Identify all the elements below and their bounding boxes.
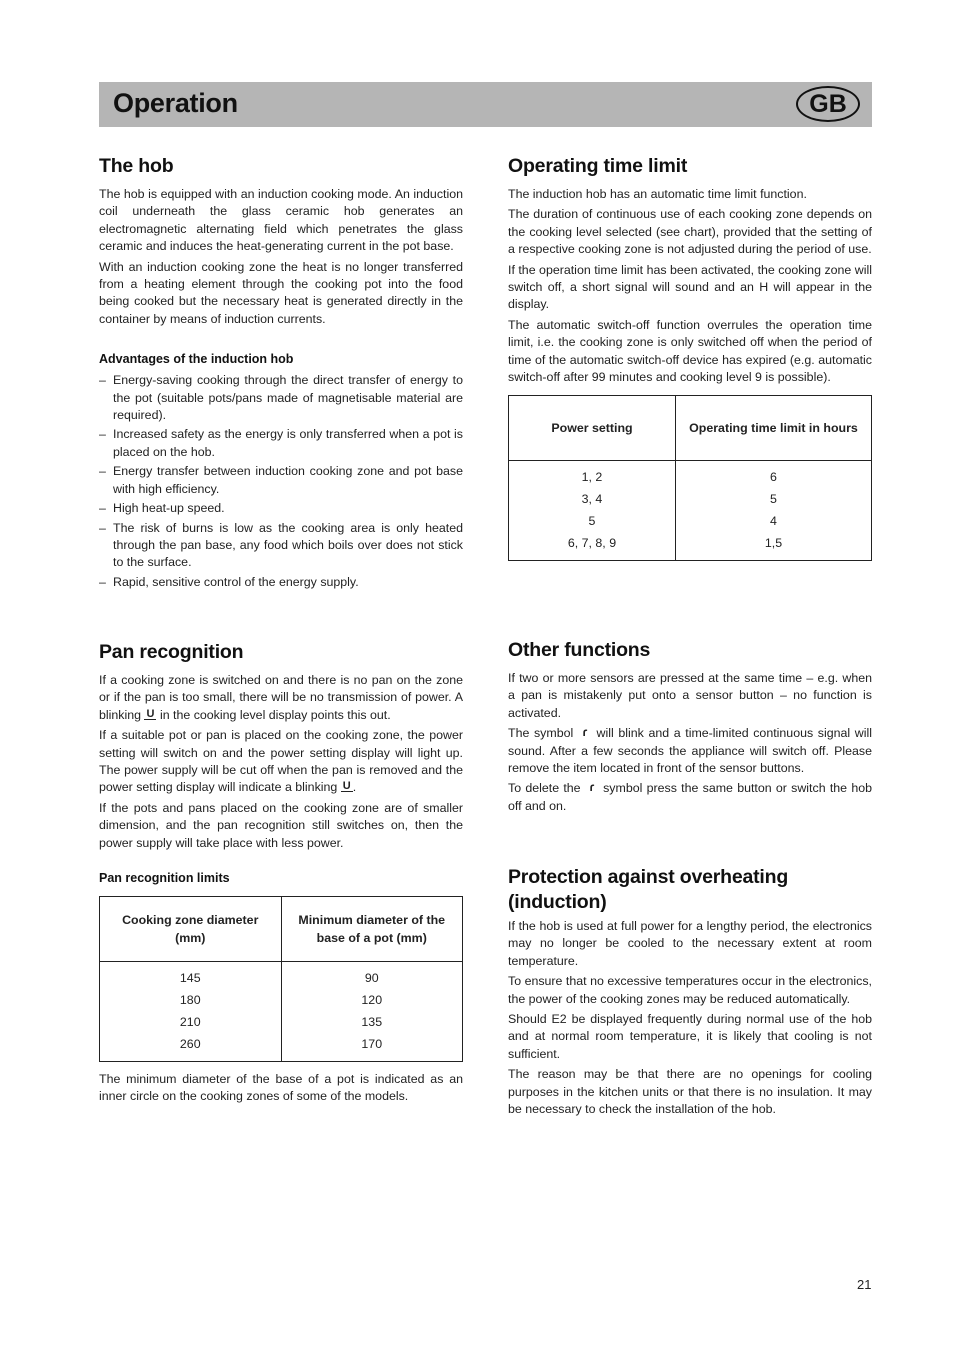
list-item: – High heat-up speed. bbox=[99, 501, 225, 516]
overheating-paragraph-1: If the hob is used at full power for a lengthy period, the electronics may no longer be cooled to the necessary extent at room temperature. bbox=[508, 919, 872, 968]
table-cell: 210 bbox=[179, 1015, 201, 1030]
lock-symbol-icon: ɾ bbox=[589, 780, 595, 795]
other-paragraph-3: To delete the ɾ symbol press the same button or switch the hob off and on. bbox=[508, 780, 872, 813]
other-paragraph-1: If two or more sensors are pressed at the same time – e.g. when a pan is mistakenly put onto a sensor button – no function is activated. bbox=[508, 671, 872, 720]
list-item: – The risk of burns is low as the cooking area is only heated through the pan base, any food which boils over does not stick to the surface. bbox=[99, 520, 463, 570]
table-cell: 5 bbox=[588, 514, 596, 529]
advantages-list bbox=[99, 372, 463, 591]
language-badge: GB bbox=[796, 86, 860, 122]
list-item: – Rapid, sensitive control of the energy supply. bbox=[99, 574, 359, 589]
overheating-paragraph-2: To ensure that no excessive temperatures occur in the electronics, the power of the cooking zones may be reduced automatically. bbox=[508, 974, 872, 1006]
pan-limits-heading: Pan recognition limits bbox=[99, 871, 230, 886]
otl-paragraph-4: The automatic switch-off function overrules the operation time limit, i.e. the cooking zone is only switched off when the period of time of the automatic switch-off device has expired (e.g. automatic switch-off after 99 minutes and cooking level 9 is possible). bbox=[508, 317, 872, 385]
pan-recognition-heading: Pan recognition bbox=[99, 641, 244, 663]
table-header: Cooking zone diameter (mm) bbox=[100, 897, 282, 962]
list-item: – Increased safety as the energy is only transferred when a pot is placed on the hob. bbox=[99, 427, 463, 459]
table-cell: 170 bbox=[361, 1037, 383, 1052]
operating-time-heading: Operating time limit bbox=[508, 155, 688, 177]
table-cell: 1,5 bbox=[764, 536, 783, 551]
section-other-functions bbox=[508, 638, 872, 818]
operating-time-table bbox=[508, 395, 872, 561]
table-row bbox=[509, 461, 872, 561]
list-item: – Energy transfer between induction cooking zone and pot base with high efficiency. bbox=[99, 464, 463, 496]
overheating-paragraph-3: Should E2 be displayed frequently during normal use of the hob and at normal room temperature, it is likely that cooling is not sufficient. bbox=[508, 1012, 872, 1061]
table-cell: 3, 4 bbox=[581, 492, 603, 507]
table-cell: 90 bbox=[364, 971, 379, 986]
otl-paragraph-1: The induction hob has an automatic time limit function. bbox=[508, 187, 807, 201]
table-cell: 4 bbox=[770, 514, 777, 529]
table-cell: 120 bbox=[361, 993, 383, 1008]
page-title: Operation bbox=[113, 88, 238, 118]
pan-paragraph-2: If a suitable pot or pan is placed on the cooking zone, the power setting will switch on and the power setting display will light up. The power supply will be cut off when the pan is removed and the power setting display will indicate a blinking U . bbox=[99, 728, 463, 795]
table-cell: 180 bbox=[179, 993, 201, 1008]
page-number: 21 bbox=[857, 1277, 872, 1292]
table-cell: 1, 2 bbox=[581, 470, 603, 485]
advantages-heading: Advantages of the induction hob bbox=[99, 352, 294, 367]
other-paragraph-2: The symbol ɾ will blink and a time-limited continuous signal will sound. After a few seconds the appliance will switch off. Please remove the item located in front of the sensor buttons. bbox=[508, 725, 872, 776]
overheating-paragraph-4: The reason may be that there are no openings for cooling purposes in the kitchen units or that there is no insulation. It may be necessary to check the installation of the hob. bbox=[508, 1067, 872, 1117]
pan-symbol-icon: U bbox=[144, 710, 156, 720]
table-cell: 6, 7, 8, 9 bbox=[567, 536, 617, 551]
section-operating-time-limit bbox=[508, 154, 872, 561]
table-header: Minimum diameter of the base of a pot (mm) bbox=[281, 897, 463, 962]
otl-paragraph-2: The duration of continuous use of each cooking zone depends on the cooking level selected (see chart), provided that the setting of a respective cooking zone is not adjusted during the period of use. bbox=[508, 207, 872, 257]
table-cell: 135 bbox=[361, 1015, 383, 1030]
table-row bbox=[100, 962, 463, 1062]
section-overheating bbox=[508, 865, 872, 1121]
otl-paragraph-3: If the operation time limit has been activated, the cooking zone will switch off, a short signal will sound and an H will appear in the display. bbox=[508, 262, 872, 312]
table-header: Power setting bbox=[509, 396, 676, 461]
table-cell: 260 bbox=[179, 1037, 201, 1052]
table-header: Operating time limit in hours bbox=[675, 396, 871, 461]
section-header-bar bbox=[99, 82, 872, 127]
pan-paragraph-1: If a cooking zone is switched on and there is no pan on the zone or if the pan is too small, there will be no transmission of power. A blinking U in the cooking level display points this out. bbox=[99, 673, 463, 722]
section-the-hob bbox=[99, 154, 463, 593]
table-cell: 5 bbox=[770, 492, 777, 507]
lock-symbol-icon: ɾ bbox=[582, 725, 588, 740]
hob-paragraph-2: With an induction cooking zone the heat is no longer transferred from a heating element through the cooking pot into the food being cooked but the necessary heat is generated directly in the container by means of induction currents. bbox=[99, 259, 463, 326]
pan-limits-table bbox=[99, 896, 463, 1062]
hob-paragraph-1: The hob is equipped with an induction cooking mode. An induction coil underneath the glass ceramic hob generates an electromagnetic alternating field which penetrates the glass ceramic and induces the heat-generating current in the pot base. bbox=[99, 187, 463, 254]
list-item: – Energy-saving cooking through the direct transfer of energy to the pot (suitable pots/pans made of magnetisable material are required). bbox=[99, 373, 463, 423]
overheating-heading: Protection against overheating (induction) bbox=[508, 866, 789, 913]
section-pan-recognition bbox=[99, 640, 463, 1109]
table-cell: 145 bbox=[179, 971, 201, 986]
pan-symbol-icon: U bbox=[341, 782, 353, 792]
pan-paragraph-3: If the pots and pans placed on the cooking zone are of smaller dimension, and the pan recognition still switches on, then the power supply will take place with less power. bbox=[99, 800, 463, 850]
table-cell: 6 bbox=[770, 470, 777, 485]
pan-note: The minimum diameter of the base of a pot is indicated as an inner circle on the cooking zones of some of the models. bbox=[99, 1072, 463, 1104]
hob-heading: The hob bbox=[99, 155, 174, 177]
other-functions-heading: Other functions bbox=[508, 639, 651, 661]
